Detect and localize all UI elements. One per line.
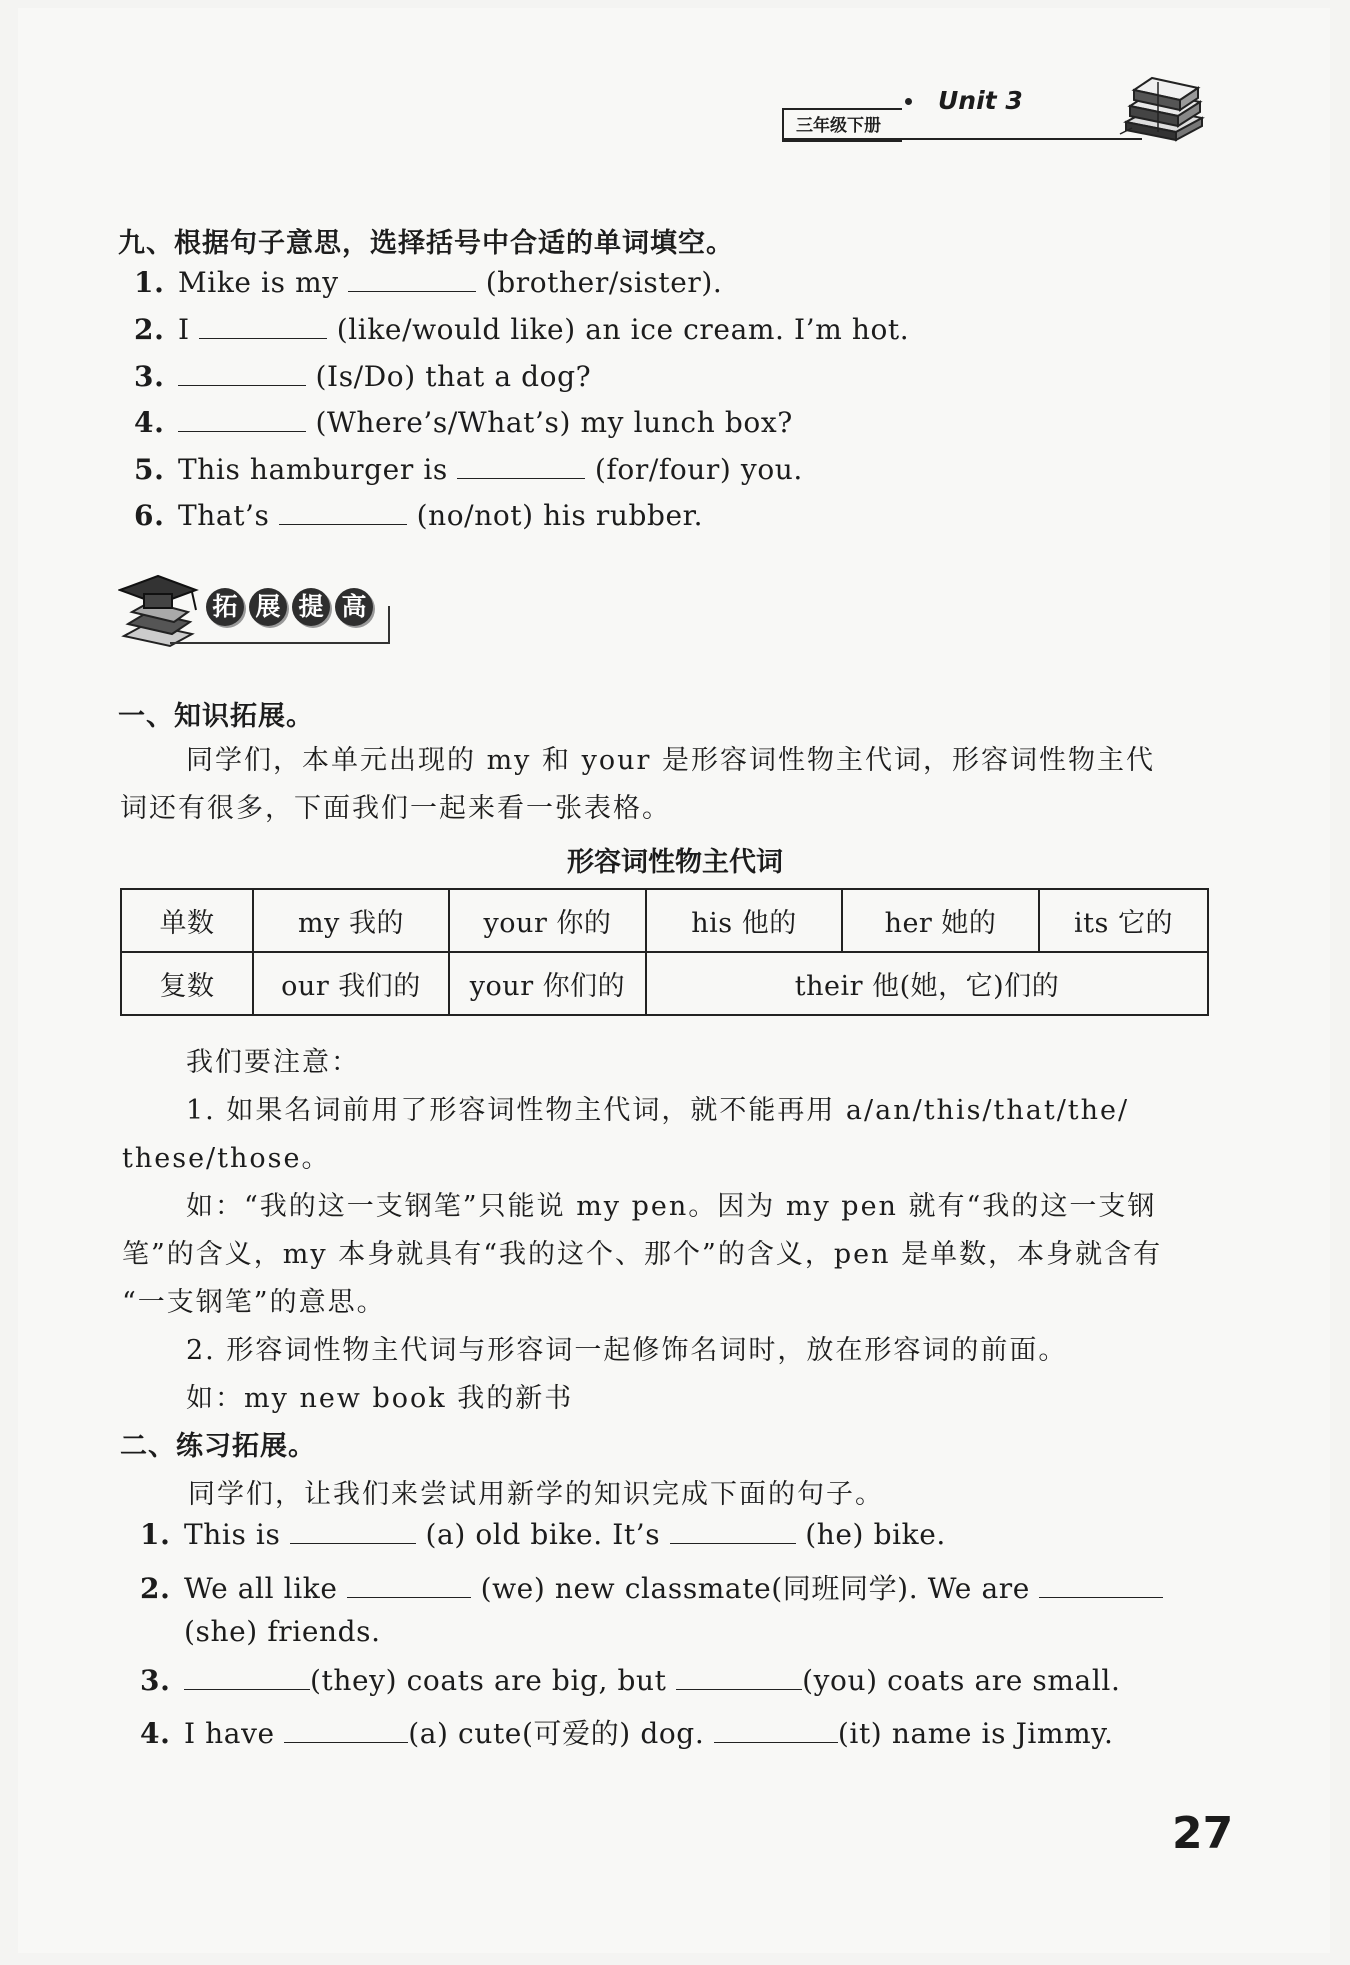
example1-line3: “一支钢笔”的意思。	[122, 1287, 386, 1318]
table-cell: its 它的	[1039, 889, 1208, 952]
item-number: 3.	[134, 360, 165, 393]
table-row	[121, 889, 1208, 952]
table-row	[121, 952, 1208, 1015]
note2: 2. 形容词性物主代词与形容词一起修饰名词时，放在形容词的前面。	[186, 1335, 1068, 1366]
answer-blank[interactable]	[279, 500, 407, 525]
answer-blank[interactable]	[284, 1718, 408, 1743]
page-number: 27	[1172, 1808, 1234, 1859]
exercise-item: 6. That’s (no/not) his rubber.	[134, 499, 704, 532]
part2-intro: 同学们，让我们来尝试用新学的知识完成下面的句子。	[188, 1479, 884, 1510]
answer-blank[interactable]	[184, 1665, 310, 1690]
banner-rule	[170, 642, 390, 644]
banner-char: 提	[292, 588, 330, 626]
banner-char: 高	[335, 588, 373, 626]
table-cell: 单数	[121, 889, 253, 952]
answer-blank[interactable]	[457, 454, 585, 479]
exercise-item: 4. I have (a) cute(可爱的) dog. (it) name is Jimmy.	[140, 1717, 1114, 1750]
answer-blank[interactable]	[1039, 1573, 1163, 1598]
item-number: 2.	[140, 1572, 171, 1605]
answer-blank[interactable]	[199, 314, 327, 339]
item-number: 1.	[140, 1518, 171, 1551]
answer-blank[interactable]	[670, 1519, 796, 1544]
answer-blank[interactable]	[178, 407, 306, 432]
note1-line2: these/those。	[122, 1143, 331, 1174]
part1-intro-line2: 词还有很多，下面我们一起来看一张表格。	[120, 793, 671, 824]
exercise-item: 3. (Is/Do) that a dog?	[134, 360, 592, 393]
example1-line1: 如：“我的这一支钢笔”只能说 my pen。因为 my pen 就有“我的这一支钢	[186, 1191, 1157, 1222]
item-number: 1.	[134, 266, 165, 299]
part1-title: 一、知识拓展。	[118, 701, 314, 732]
table-cell: his 他的	[646, 889, 842, 952]
exercise-item: 2. I (like/would like) an ice cream. I’m hot.	[134, 313, 910, 346]
header-dot	[905, 98, 912, 105]
part2-title: 二、练习拓展。	[120, 1431, 316, 1462]
notes-heading: 我们要注意：	[186, 1047, 360, 1078]
answer-blank[interactable]	[348, 267, 476, 292]
table-title: 形容词性物主代词	[567, 847, 783, 878]
exercise-item: 1. Mike is my (brother/sister).	[134, 266, 723, 299]
exercise-item: 5. This hamburger is (for/four) you.	[134, 453, 803, 486]
banner-char: 拓	[206, 588, 244, 626]
section9-title: 九、根据句子意思，选择括号中合适的单词填空。	[118, 228, 734, 259]
answer-blank[interactable]	[714, 1718, 838, 1743]
header-grade: 三年级下册	[796, 116, 881, 136]
header-rule	[782, 138, 1142, 140]
answer-blank[interactable]	[347, 1573, 471, 1598]
item-number: 5.	[134, 453, 165, 486]
table-cell: your 你们的	[449, 952, 646, 1015]
example2: 如：my new book 我的新书	[186, 1383, 574, 1414]
item-number: 4.	[134, 406, 165, 439]
table-cell: 复数	[121, 952, 253, 1015]
part1-intro-line1: 同学们，本单元出现的 my 和 your 是形容词性物主代词，形容词性物主代	[186, 745, 1155, 776]
exercise-item: 2. We all like (we) new classmate(同班同学). We are	[140, 1567, 1163, 1607]
exercise-item: 4. (Where’s/What’s) my lunch box?	[134, 406, 793, 439]
exercise-item: 1. This is (a) old bike. It’s (he) bike.	[140, 1518, 946, 1551]
item-number: 3.	[140, 1664, 171, 1697]
table-cell: your 你的	[449, 889, 646, 952]
exercise-item: 3. (they) coats are big, but (you) coats are small.	[140, 1664, 1121, 1697]
table-cell: their 他(她，它)们的	[646, 952, 1208, 1015]
item-number: 4.	[140, 1717, 171, 1750]
table-cell: my 我的	[253, 889, 449, 952]
note1-line1: 1. 如果名词前用了形容词性物主代词，就不能再用 a/an/this/that/the/	[186, 1095, 1130, 1126]
header-unit: Unit 3	[938, 86, 1023, 115]
table-cell: our 我们的	[253, 952, 449, 1015]
banner-char: 展	[249, 588, 287, 626]
item-number: 2.	[134, 313, 165, 346]
stacked-books-icon	[1118, 72, 1208, 144]
answer-blank[interactable]	[676, 1665, 802, 1690]
banner-rule-end	[388, 606, 390, 644]
item-number: 6.	[134, 499, 165, 532]
answer-blank[interactable]	[178, 361, 306, 386]
table-cell: her 她的	[842, 889, 1039, 952]
exercise-item-continuation: (she) friends.	[184, 1615, 381, 1648]
answer-blank[interactable]	[290, 1519, 416, 1544]
pronoun-table	[120, 888, 1209, 1016]
example1-line2: 笔”的含义，my 本身就具有“我的这个、那个”的含义，pen 是单数，本身就含有	[122, 1239, 1163, 1270]
